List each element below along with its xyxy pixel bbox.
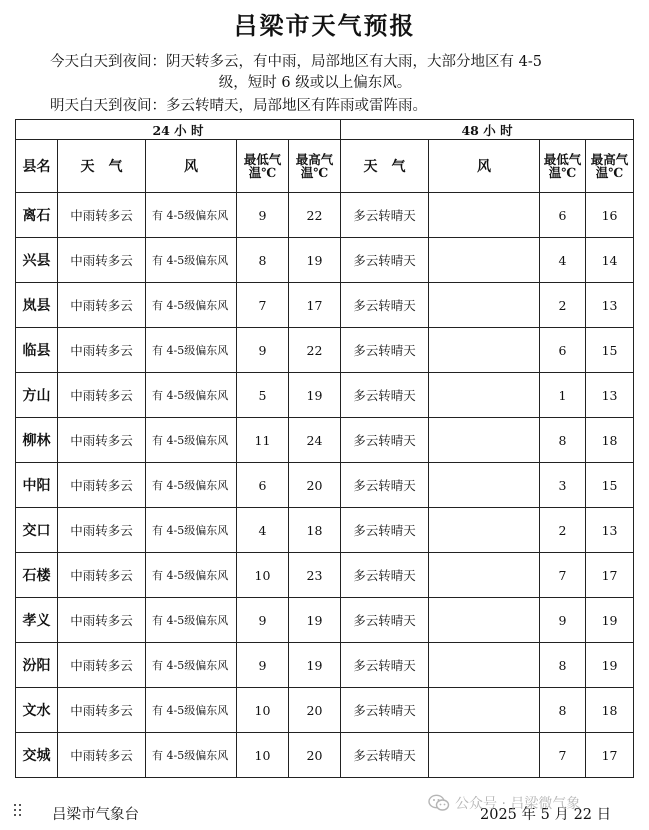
- weather-24h: 中雨转多云: [58, 643, 146, 688]
- wind-48h: [429, 508, 540, 553]
- forecast-table: [15, 119, 634, 778]
- table-row: [16, 643, 634, 688]
- min-temp-48h: 2: [540, 283, 586, 328]
- weather-48h: 多云转晴天: [341, 733, 429, 778]
- max-temp-48h: 18: [586, 418, 634, 463]
- weather-24h: 中雨转多云: [58, 418, 146, 463]
- weather-48h: 多云转晴天: [341, 328, 429, 373]
- min-temp-48h: 8: [540, 643, 586, 688]
- wind-24h: 有 4-5级偏东风: [146, 373, 237, 418]
- header-min-temp-24h: 最低气温℃: [237, 140, 289, 193]
- weather-24h: 中雨转多云: [58, 688, 146, 733]
- wind-48h: [429, 238, 540, 283]
- min-temp-24h: 10: [237, 733, 289, 778]
- wechat-icon: [428, 794, 450, 812]
- wind-48h: [429, 418, 540, 463]
- header-24h: 24 小 时: [16, 120, 341, 140]
- max-temp-24h: 19: [289, 238, 341, 283]
- min-temp-48h: 9: [540, 598, 586, 643]
- max-temp-24h: 18: [289, 508, 341, 553]
- min-temp-48h: 8: [540, 418, 586, 463]
- wind-24h: 有 4-5级偏东风: [146, 598, 237, 643]
- header-wind-24h: 风: [146, 140, 237, 193]
- county-name: 孝义: [16, 598, 58, 643]
- county-name: 中阳: [16, 463, 58, 508]
- weather-24h: 中雨转多云: [58, 238, 146, 283]
- max-temp-48h: 14: [586, 238, 634, 283]
- wind-24h: 有 4-5级偏东风: [146, 688, 237, 733]
- min-temp-24h: 11: [237, 418, 289, 463]
- table-row: [16, 688, 634, 733]
- header-max-temp-24h: 最高气温℃: [289, 140, 341, 193]
- max-temp-24h: 23: [289, 553, 341, 598]
- max-temp-48h: 17: [586, 553, 634, 598]
- weather-24h: 中雨转多云: [58, 463, 146, 508]
- county-name: 交城: [16, 733, 58, 778]
- wind-48h: [429, 373, 540, 418]
- weather-48h: 多云转晴天: [341, 418, 429, 463]
- header-48h: 48 小 时: [341, 120, 634, 140]
- max-temp-24h: 19: [289, 373, 341, 418]
- weather-48h: 多云转晴天: [341, 193, 429, 238]
- today-forecast-line-1: 今天白天到夜间：阴天转多云，有中雨，局部地区有大雨，大部分地区有 4-5: [50, 54, 542, 70]
- wind-48h: [429, 283, 540, 328]
- table-row: [16, 733, 634, 778]
- max-temp-24h: 22: [289, 193, 341, 238]
- min-temp-24h: 6: [237, 463, 289, 508]
- table-row: [16, 283, 634, 328]
- weather-24h: 中雨转多云: [58, 193, 146, 238]
- min-temp-24h: 9: [237, 328, 289, 373]
- min-temp-24h: 9: [237, 598, 289, 643]
- header-wind-48h: 风: [429, 140, 540, 193]
- min-temp-24h: 4: [237, 508, 289, 553]
- county-name: 临县: [16, 328, 58, 373]
- min-temp-24h: 9: [237, 193, 289, 238]
- today-forecast-line-2: 级，短时 6 级或以上偏东风。: [218, 75, 412, 91]
- min-temp-48h: 6: [540, 328, 586, 373]
- max-temp-24h: 20: [289, 733, 341, 778]
- wind-48h: [429, 193, 540, 238]
- min-temp-24h: 10: [237, 553, 289, 598]
- wind-48h: [429, 463, 540, 508]
- min-temp-24h: 5: [237, 373, 289, 418]
- min-temp-48h: 7: [540, 733, 586, 778]
- header-min-temp-48h: 最低气温℃: [540, 140, 586, 193]
- wind-24h: 有 4-5级偏东风: [146, 283, 237, 328]
- header-county: 县名: [16, 140, 58, 193]
- max-temp-24h: 20: [289, 463, 341, 508]
- issuer-name: 吕梁市气象台: [52, 807, 139, 823]
- issue-date: 2025 年 5 月 22 日: [480, 807, 612, 823]
- county-name: 汾阳: [16, 643, 58, 688]
- min-temp-24h: 7: [237, 283, 289, 328]
- weather-48h: 多云转晴天: [341, 283, 429, 328]
- max-temp-48h: 13: [586, 283, 634, 328]
- wind-24h: 有 4-5级偏东风: [146, 238, 237, 283]
- weather-24h: 中雨转多云: [58, 373, 146, 418]
- wind-24h: 有 4-5级偏东风: [146, 418, 237, 463]
- weather-48h: 多云转晴天: [341, 463, 429, 508]
- wind-24h: 有 4-5级偏东风: [146, 508, 237, 553]
- min-temp-48h: 8: [540, 688, 586, 733]
- table-row: [16, 508, 634, 553]
- county-name: 文水: [16, 688, 58, 733]
- table-row: [16, 418, 634, 463]
- county-name: 石楼: [16, 553, 58, 598]
- watermark-text: 公众号 · 吕梁微气象: [455, 796, 581, 812]
- max-temp-48h: 17: [586, 733, 634, 778]
- weather-48h: 多云转晴天: [341, 643, 429, 688]
- tomorrow-forecast-text: 明天白天到夜间：多云转晴天，局部地区有阵雨或雷阵雨。: [50, 98, 427, 114]
- min-temp-48h: 4: [540, 238, 586, 283]
- county-name: 兴县: [16, 238, 58, 283]
- min-temp-48h: 6: [540, 193, 586, 238]
- max-temp-24h: 24: [289, 418, 341, 463]
- min-temp-24h: 8: [237, 238, 289, 283]
- wind-48h: [429, 733, 540, 778]
- weather-48h: 多云转晴天: [341, 508, 429, 553]
- county-name: 方山: [16, 373, 58, 418]
- wind-24h: 有 4-5级偏东风: [146, 643, 237, 688]
- max-temp-48h: 19: [586, 598, 634, 643]
- weather-48h: 多云转晴天: [341, 238, 429, 283]
- wind-48h: [429, 598, 540, 643]
- wind-24h: 有 4-5级偏东风: [146, 733, 237, 778]
- header-max-temp-48h: 最高气温℃: [586, 140, 634, 193]
- table-row: [16, 373, 634, 418]
- county-name: 交口: [16, 508, 58, 553]
- max-temp-48h: 19: [586, 643, 634, 688]
- wind-24h: 有 4-5级偏东风: [146, 463, 237, 508]
- min-temp-24h: 9: [237, 643, 289, 688]
- county-name: 柳林: [16, 418, 58, 463]
- wind-48h: [429, 328, 540, 373]
- max-temp-24h: 17: [289, 283, 341, 328]
- max-temp-48h: 16: [586, 193, 634, 238]
- wind-48h: [429, 553, 540, 598]
- max-temp-48h: 15: [586, 328, 634, 373]
- county-name: 离石: [16, 193, 58, 238]
- weather-24h: 中雨转多云: [58, 733, 146, 778]
- min-temp-24h: 10: [237, 688, 289, 733]
- table-row: [16, 553, 634, 598]
- table-row: [16, 598, 634, 643]
- weather-24h: 中雨转多云: [58, 598, 146, 643]
- max-temp-24h: 19: [289, 598, 341, 643]
- weather-24h: 中雨转多云: [58, 508, 146, 553]
- weather-48h: 多云转晴天: [341, 553, 429, 598]
- weather-24h: 中雨转多云: [58, 553, 146, 598]
- max-temp-48h: 13: [586, 373, 634, 418]
- table-row: [16, 238, 634, 283]
- drag-handle-icon[interactable]: [14, 804, 22, 820]
- max-temp-24h: 19: [289, 643, 341, 688]
- min-temp-48h: 1: [540, 373, 586, 418]
- watermark: [428, 793, 580, 813]
- weather-48h: 多云转晴天: [341, 598, 429, 643]
- today-forecast-text: [50, 52, 610, 94]
- weather-48h: 多云转晴天: [341, 688, 429, 733]
- weather-24h: 中雨转多云: [58, 328, 146, 373]
- weather-48h: 多云转晴天: [341, 373, 429, 418]
- max-temp-48h: 15: [586, 463, 634, 508]
- table-row: [16, 328, 634, 373]
- weather-24h: 中雨转多云: [58, 283, 146, 328]
- wind-24h: 有 4-5级偏东风: [146, 328, 237, 373]
- header-weather-48h: 天 气: [341, 140, 429, 193]
- county-name: 岚县: [16, 283, 58, 328]
- min-temp-48h: 7: [540, 553, 586, 598]
- min-temp-48h: 2: [540, 508, 586, 553]
- header-weather-24h: 天 气: [58, 140, 146, 193]
- max-temp-48h: 18: [586, 688, 634, 733]
- table-row: [16, 463, 634, 508]
- wind-24h: 有 4-5级偏东风: [146, 193, 237, 238]
- max-temp-48h: 13: [586, 508, 634, 553]
- min-temp-48h: 3: [540, 463, 586, 508]
- max-temp-24h: 22: [289, 328, 341, 373]
- table-row: [16, 193, 634, 238]
- wind-24h: 有 4-5级偏东风: [146, 553, 237, 598]
- wind-48h: [429, 688, 540, 733]
- page-title: 吕梁市天气预报: [233, 11, 416, 40]
- wind-48h: [429, 643, 540, 688]
- max-temp-24h: 20: [289, 688, 341, 733]
